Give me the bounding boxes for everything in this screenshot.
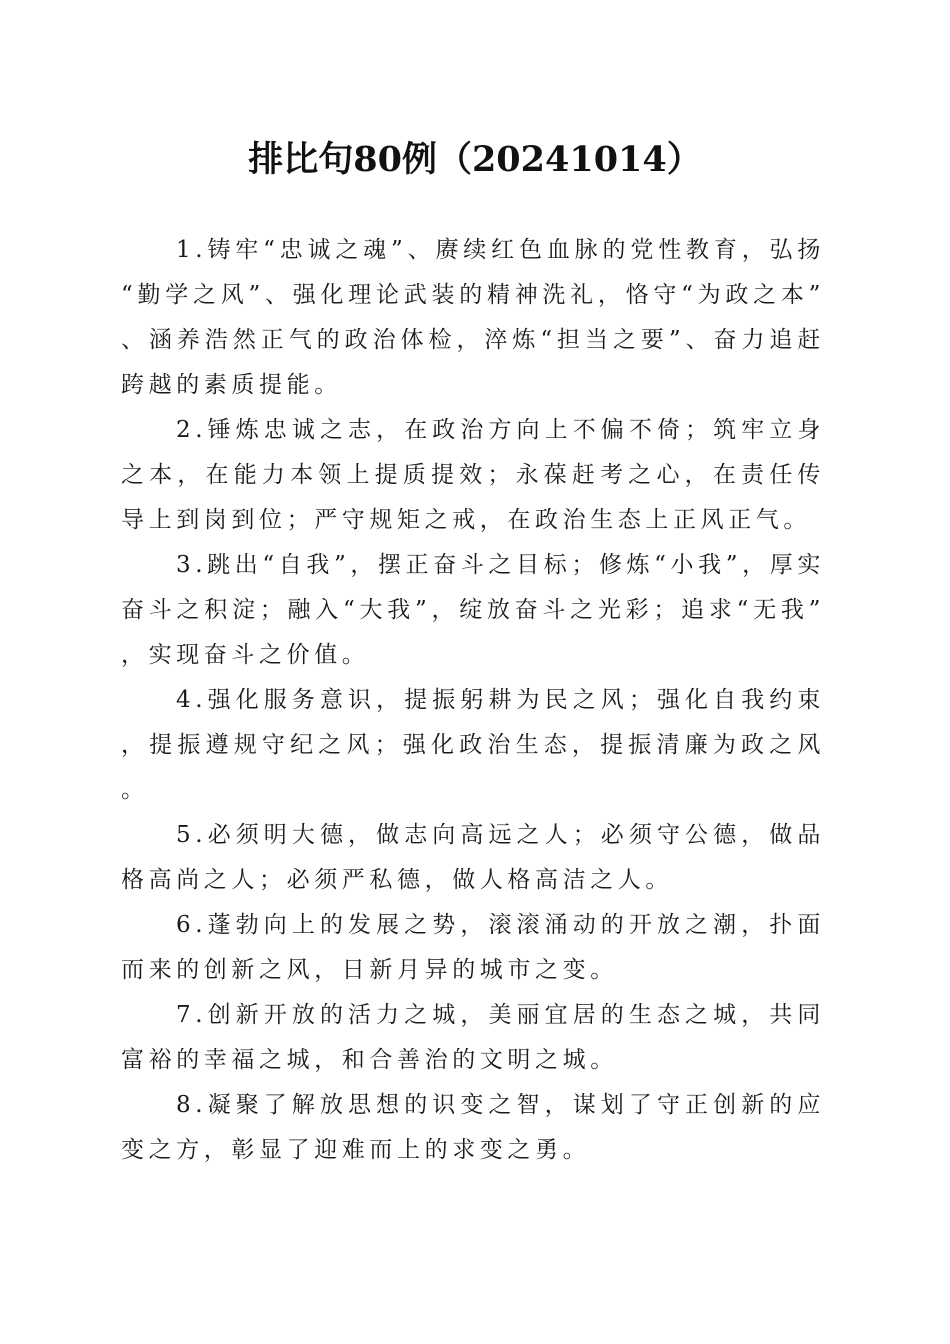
paragraph-5: 5.必须明大德，做志向高远之人；必须守公德，做品格高尚之人；必须严私德，做人格高洁之人。 (121, 822, 825, 893)
document-body (121, 228, 825, 1173)
paragraph-4: 4.强化服务意识，提振躬耕为民之风；强化自我约束，提振遵规守纪之风；强化政治生态，提振清廉为政之风。 (121, 687, 825, 803)
paragraph-1: 1.铸牢“忠诚之魂”、赓续红色血脉的党性教育，弘扬“勤学之风”、强化理论武装的精神洗礼，恪守“为政之本”、涵养浩然正气的政治体检，淬炼“担当之要”、奋力追赶跨越的素质提能。 (121, 237, 825, 398)
paragraph-2: 2.锤炼忠诚之志，在政治方向上不偏不倚；筑牢立身之本，在能力本领上提质提效；永葆赶考之心，在责任传导上到岗到位；严守规矩之戒，在政治生态上正风正气。 (121, 417, 825, 533)
paragraph-7: 7.创新开放的活力之城，美丽宜居的生态之城，共同富裕的幸福之城，和合善治的文明之城。 (121, 1002, 825, 1073)
document-title: 排比句80例（20241014） (248, 139, 702, 180)
paragraph-8: 8.凝聚了解放思想的识变之智，谋划了守正创新的应变之方，彰显了迎难而上的求变之勇。 (121, 1092, 825, 1163)
paragraph-3: 3.跳出“自我”，摆正奋斗之目标；修炼“小我”，厚实奋斗之积淀；融入“大我”，绽放奋斗之光彩；追求“无我”，实现奋斗之价值。 (121, 552, 825, 668)
paragraph-6: 6.蓬勃向上的发展之势，滚滚涌动的开放之潮，扑面而来的创新之风，日新月异的城市之变。 (121, 912, 825, 983)
